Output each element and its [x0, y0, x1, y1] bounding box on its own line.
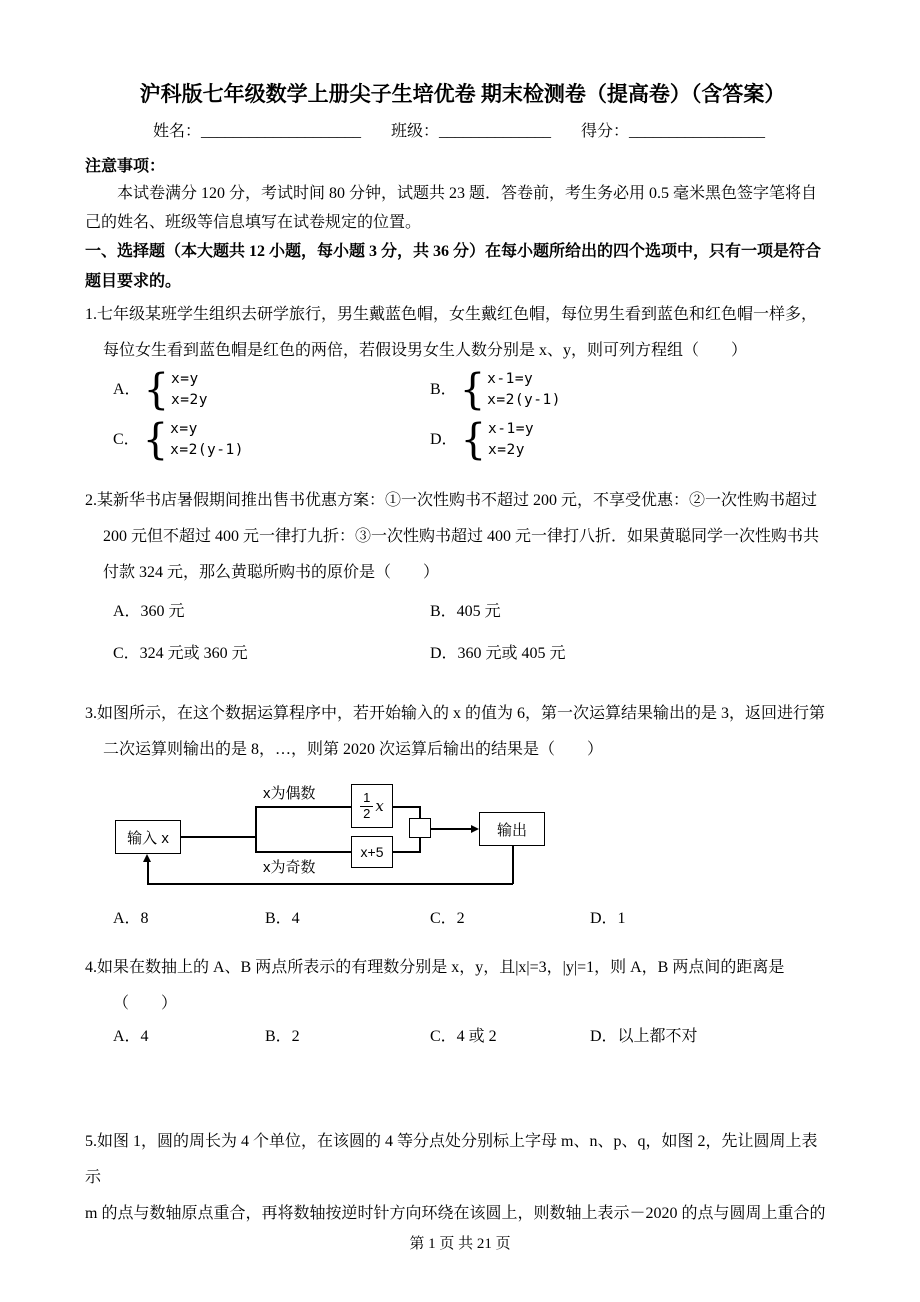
feedback-line [512, 846, 514, 884]
question-1-text: 每位女生看到蓝色帽是红色的两倍，若假设男女生人数分别是 x、y，则可列方程组（ ） [103, 342, 748, 359]
flow-line [181, 836, 255, 838]
flow-line [393, 806, 420, 808]
arrowhead-right [471, 825, 479, 833]
notice-heading: 注意事项： [85, 158, 166, 175]
class-blank: ______________ [439, 123, 552, 140]
fraction-numerator: 1 [360, 791, 373, 806]
brace-glyph: { [460, 415, 487, 465]
option-d: D．360 元或 405 元 [430, 645, 566, 662]
name-label: 姓名： [153, 123, 202, 140]
flow-line [393, 851, 420, 853]
question-3-text: 3.如图所示，在这个数据运算程序中，若开始输入的 x 的值为 6，第一次运算结果输出的是 3，返回进行第 [85, 705, 826, 722]
equation-system [170, 419, 244, 461]
equation: x=2y [171, 392, 208, 408]
brace-glyph: { [142, 415, 169, 465]
page-footer: 第 1 页 共 21 页 [409, 1236, 511, 1252]
option-a: A．8 [113, 910, 149, 927]
question-4-options [113, 1024, 840, 1050]
score-label: 得分： [581, 123, 630, 140]
arrowhead-up [143, 854, 151, 862]
option-d [430, 415, 840, 465]
equation: x=2(y-1) [487, 392, 561, 408]
question-5-text: 5.如图 1，圆的周长为 4 个单位，在该圆的 4 等分点处分别标上字母 m、n、p、q，如图 2，先让圆周上表 [85, 1133, 818, 1150]
odd-branch-label: x为奇数 [263, 859, 316, 876]
flow-line [255, 806, 257, 852]
brace-glyph: { [143, 365, 170, 415]
question-3-text: 二次运算则输出的是 8，…，则第 2020 次运算后输出的结果是（ ） [103, 741, 604, 758]
option-label: B． [430, 381, 457, 398]
option-c: C．2 [430, 910, 465, 927]
question-3 [85, 696, 840, 932]
question-2-text: 200 元但不超过 400 元一律打九折：③一次性购书超过 400 元一律打八折．如果黄聪同学一次性购书共 [103, 528, 820, 545]
section-1-heading [85, 237, 840, 297]
question-2-options [113, 597, 840, 669]
question-5-text: 示 [85, 1169, 102, 1186]
option-b: B．405 元 [430, 603, 501, 620]
fraction-denominator: 2 [363, 805, 371, 821]
option-a: A．360 元 [113, 603, 185, 620]
option-label: D． [430, 431, 458, 448]
question-4-text: （ ） [113, 995, 178, 1012]
input-box: 输入 x [115, 820, 181, 854]
half-x-box [351, 784, 393, 828]
output-box: 输出 [479, 812, 545, 846]
option-b [430, 365, 840, 415]
equation-system [171, 369, 208, 411]
equation-system [487, 369, 561, 411]
option-label: C． [113, 431, 140, 448]
question-2-text: 2.某新华书店暑假期间推出售书优惠方案：①一次性购书不超过 200 元，不享受优惠：②一次性购书超过 [85, 492, 818, 509]
even-branch-label: x为偶数 [263, 785, 316, 802]
equation: x=y [170, 421, 198, 437]
option-a: A．4 [113, 1028, 149, 1045]
equation: x=2(y-1) [170, 442, 244, 458]
flow-line [255, 851, 351, 853]
feedback-line [147, 883, 513, 885]
equation: x-1=y [487, 371, 534, 387]
section-1-line: 题目要求的。 [85, 273, 182, 290]
score-blank: _________________ [629, 123, 766, 140]
question-4 [85, 950, 840, 1050]
flow-line [255, 806, 351, 808]
question-2-text: 付款 324 元，那么黄聪所购书的原价是（ ） [103, 564, 440, 581]
option-b: B．4 [265, 910, 300, 927]
fraction-variable: x [375, 797, 384, 815]
section-1-line: 一、选择题（本大题共 12 小题，每小题 3 分，共 36 分）在每小题所给出的四个选项中，只有一项是符合 [85, 243, 822, 260]
name-blank: ____________________ [201, 123, 362, 140]
fraction [360, 791, 373, 821]
option-d: D．1 [590, 910, 626, 927]
equation: x=2y [488, 442, 525, 458]
option-b: B．2 [265, 1028, 300, 1045]
notice-paragraph [85, 179, 840, 237]
option-d: D．以上都不对 [590, 1028, 698, 1045]
question-4-text: 4.如果在数抽上的 A、B 两点所表示的有理数分别是 x，y，且|x|=3，|y|=1，则 A，B 两点间的距离是 [85, 959, 785, 976]
option-c: C．4 或 2 [430, 1028, 497, 1045]
option-a [113, 365, 430, 415]
flowchart-diagram [113, 776, 583, 898]
question-1-text: 1.七年级某班学生组织去研学旅行，男生戴蓝色帽，女生戴红色帽，每位男生看到蓝色和红色帽一样多， [85, 306, 818, 323]
question-3-options [113, 906, 840, 932]
name-class-score-row [85, 120, 840, 144]
option-label: A． [113, 381, 141, 398]
option-c: C．324 元或 360 元 [113, 645, 248, 662]
x-plus-5-box: x+5 [351, 836, 393, 868]
question-1 [85, 297, 840, 465]
junction-box [409, 818, 431, 838]
feedback-line [147, 862, 149, 884]
question-5-text: m 的点与数轴原点重合，再将数轴按逆时针方向环绕在该圆上，则数轴上表示－2020 的点与圆周上重合的 [85, 1205, 826, 1222]
option-c [113, 415, 430, 465]
brace-glyph: { [459, 365, 486, 415]
notice-line: 己的姓名、班级等信息填写在试卷规定的位置。 [85, 214, 422, 231]
question-5 [85, 1124, 840, 1232]
question-1-options [113, 365, 840, 465]
class-label: 班级： [391, 123, 440, 140]
notice-line: 本试卷满分 120 分，考试时间 80 分钟，试题共 23 题．答卷前，考生务必用 0.5 毫米黑色签字笔将自 [117, 185, 818, 202]
equation-system [488, 419, 534, 461]
question-2 [85, 483, 840, 669]
equation: x=y [171, 371, 199, 387]
equation: x-1=y [488, 421, 535, 437]
page-title: 沪科版七年级数学上册尖子生培优卷 期末检测卷（提高卷）（含答案） [139, 82, 786, 106]
